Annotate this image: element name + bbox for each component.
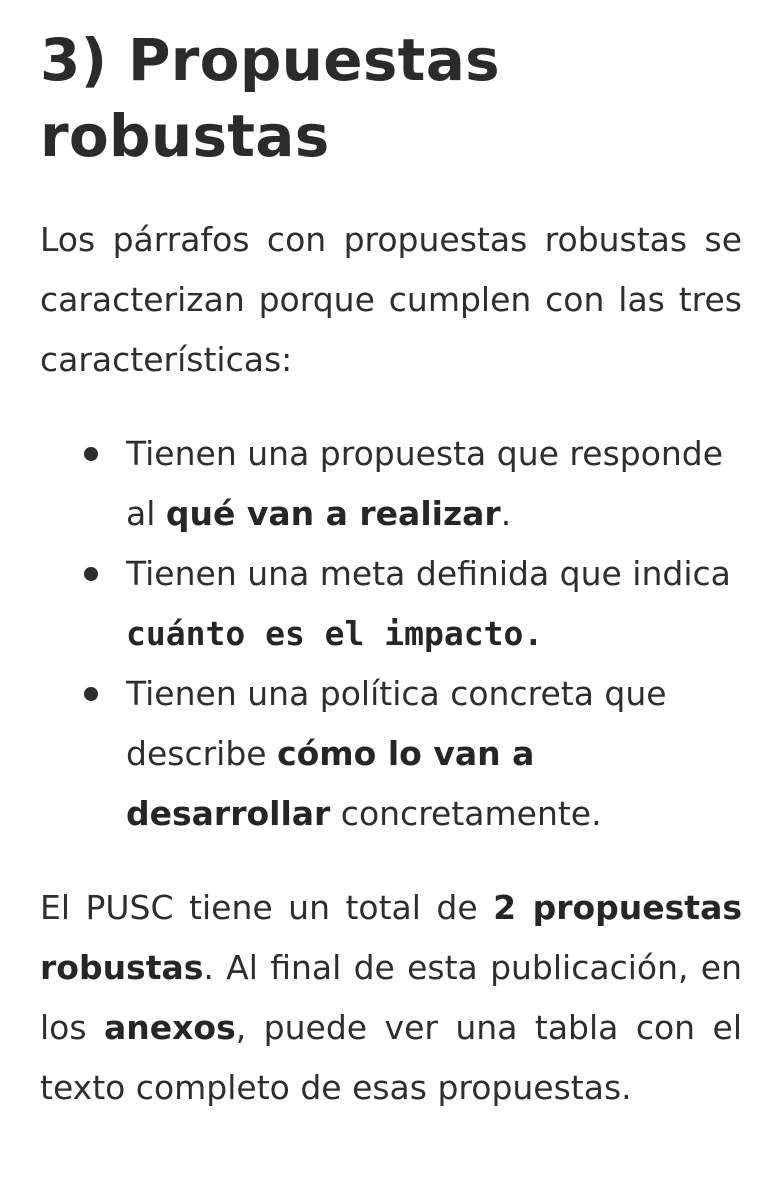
list-item-text: Tienen una meta definida que indica (126, 554, 731, 593)
list-item-bold: cuánto es el impacto. (126, 614, 544, 653)
closing-bold-count: 2 propuestas robustas (40, 888, 742, 987)
list-item-text: Tienen una propuesta que responde al (126, 434, 724, 533)
closing-bold-annexes: anexos (104, 1008, 236, 1047)
list-item-bold: qué van a realizar (165, 494, 501, 533)
list-item-text: Tienen una política concreta que describe (126, 674, 667, 773)
list-item-suffix: concretamente. (330, 794, 602, 833)
bullet-icon (84, 687, 98, 701)
closing-text: , puede ver una tabla con el texto completo de esas propuestas. (40, 1008, 742, 1107)
document-page (40, 0, 742, 1118)
list-item (40, 424, 742, 544)
closing-text: . Al final de esta publicación, en los (40, 948, 742, 1047)
closing-text: El PUSC tiene un total de (40, 888, 494, 927)
section-heading: 3) Propuestas robustas (40, 26, 500, 170)
bullet-icon (84, 447, 98, 461)
bullet-icon (84, 567, 98, 581)
closing-paragraph (40, 878, 742, 1118)
list-item-suffix: . (500, 494, 512, 533)
list-item-bold: cómo lo van a desarrollar (126, 734, 535, 833)
characteristics-list (40, 424, 742, 844)
list-item (40, 544, 742, 664)
intro-paragraph: Los párrafos con propuestas robustas se caracterizan porque cumplen con las tres características: (40, 220, 742, 379)
list-item (40, 664, 742, 844)
